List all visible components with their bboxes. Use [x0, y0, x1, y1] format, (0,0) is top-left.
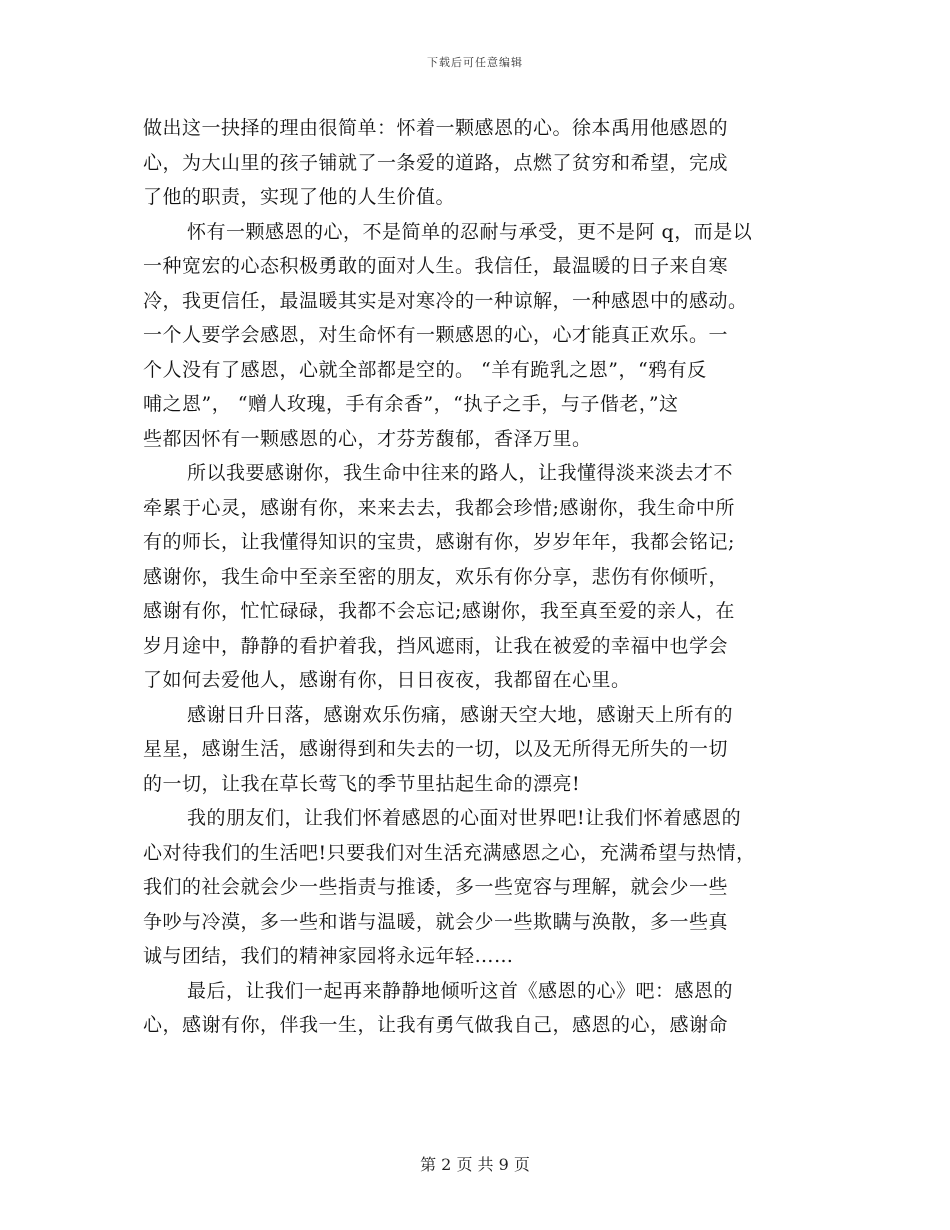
paragraph-first-line: 最后，让我们一起再来静静地倾听这首《感恩的心》吧：感恩的 [187, 979, 734, 1002]
body-line: 的一切，让我在草长莺飞的季节里拈起生命的漂亮! [143, 772, 581, 795]
paragraph-first-line: 所以我要感谢你，我生命中往来的路人，让我懂得淡来淡去才不 [187, 462, 734, 484]
body-line: 个人没有了感恩，心就全部都是空的。 “羊有跪乳之恩”，“鸦有反 [143, 358, 707, 381]
footer-middle: 页 共 [456, 1155, 494, 1174]
body-line: 一种宽宏的心态积极勇敢的面对人生。我信任，最温暖的日子来自寒 [143, 255, 729, 277]
current-page-number: 2 [441, 1155, 452, 1174]
body-line: 做出这一抉择的理由很简单：怀着一颗感恩的心。徐本禹用他感恩的 [143, 117, 729, 139]
body-line: 心，感谢有你，伴我一生，让我有勇气做我自己，感恩的心，感谢命 [143, 1014, 729, 1036]
body-line: 有的师长，让我懂得知识的宝贵，感谢有你，岁岁年年，我都会铭记; [143, 531, 735, 553]
paragraph-first-line: 怀有一颗感恩的心，不是简单的忍耐与承受，更不是阿 q，而是以 [187, 220, 753, 243]
body-line: 心对待我们的生活吧!只要我们对生活充满感恩之心，充满希望与热情， [143, 841, 756, 864]
body-line: 哺之恩”， “赠人玫瑰，手有余香”，“执子之手，与子偕老，”这 [143, 393, 679, 415]
body-line: 岁月途中，静静的看护着我，挡风遮雨，让我在被爱的幸福中也学会 [143, 634, 729, 657]
body-line: 感谢有你，忙忙碌碌，我都不会忘记;感谢你，我至真至爱的亲人，在 [143, 600, 735, 622]
footer-prefix: 第 [420, 1155, 437, 1174]
body-line: 诚与团结，我们的精神家园将永远年轻…… [143, 945, 514, 967]
body-line: 牵累于心灵，感谢有你，来来去去，我都会珍惜;感谢你，我生命中所 [143, 496, 735, 519]
body-line: 了他的职责，实现了他的人生价值。 [143, 186, 456, 208]
body-line: 一个人要学会感恩，对生命怀有一颗感恩的心，心才能真正欢乐。一 [143, 324, 729, 346]
body-line: 心，为大山里的孩子铺就了一条爱的道路，点燃了贫穷和希望，完成 [143, 151, 729, 174]
body-line: 感谢你，我生命中至亲至密的朋友，欢乐有你分享，悲伤有你倾听， [143, 565, 729, 588]
document-body [143, 111, 823, 1043]
body-line: 星星，感谢生活，感谢得到和失去的一切，以及无所得无所失的一切 [143, 738, 729, 760]
paragraph-first-line: 我的朋友们，让我们怀着感恩的心面对世界吧!让我们怀着感恩的 [187, 807, 742, 829]
body-line: 些都因怀有一颗感恩的心，才芬芳馥郁，香泽万里。 [143, 427, 592, 450]
body-line: 争吵与冷漠，多一些和谐与温暖，就会少一些欺瞒与涣散，多一些真 [143, 910, 729, 933]
body-line: 冷，我更信任，最温暖其实是对寒冷的一种谅解，一种感恩中的感动。 [143, 289, 748, 312]
page-header: 下载后可任意编辑 [427, 56, 523, 69]
footer-suffix: 页 [513, 1155, 530, 1174]
total-page-count: 9 [498, 1155, 509, 1174]
page-number-footer [0, 1152, 950, 1175]
body-line: 我们的社会就会少一些指责与推诿，多一些宽容与理解，就会少一些 [143, 876, 729, 898]
body-line: 了如何去爱他人，感谢有你，日日夜夜，我都留在心里。 [143, 669, 631, 691]
paragraph-first-line: 感谢日升日落，感谢欢乐伤痛，感谢天空大地，感谢天上所有的 [187, 703, 734, 726]
